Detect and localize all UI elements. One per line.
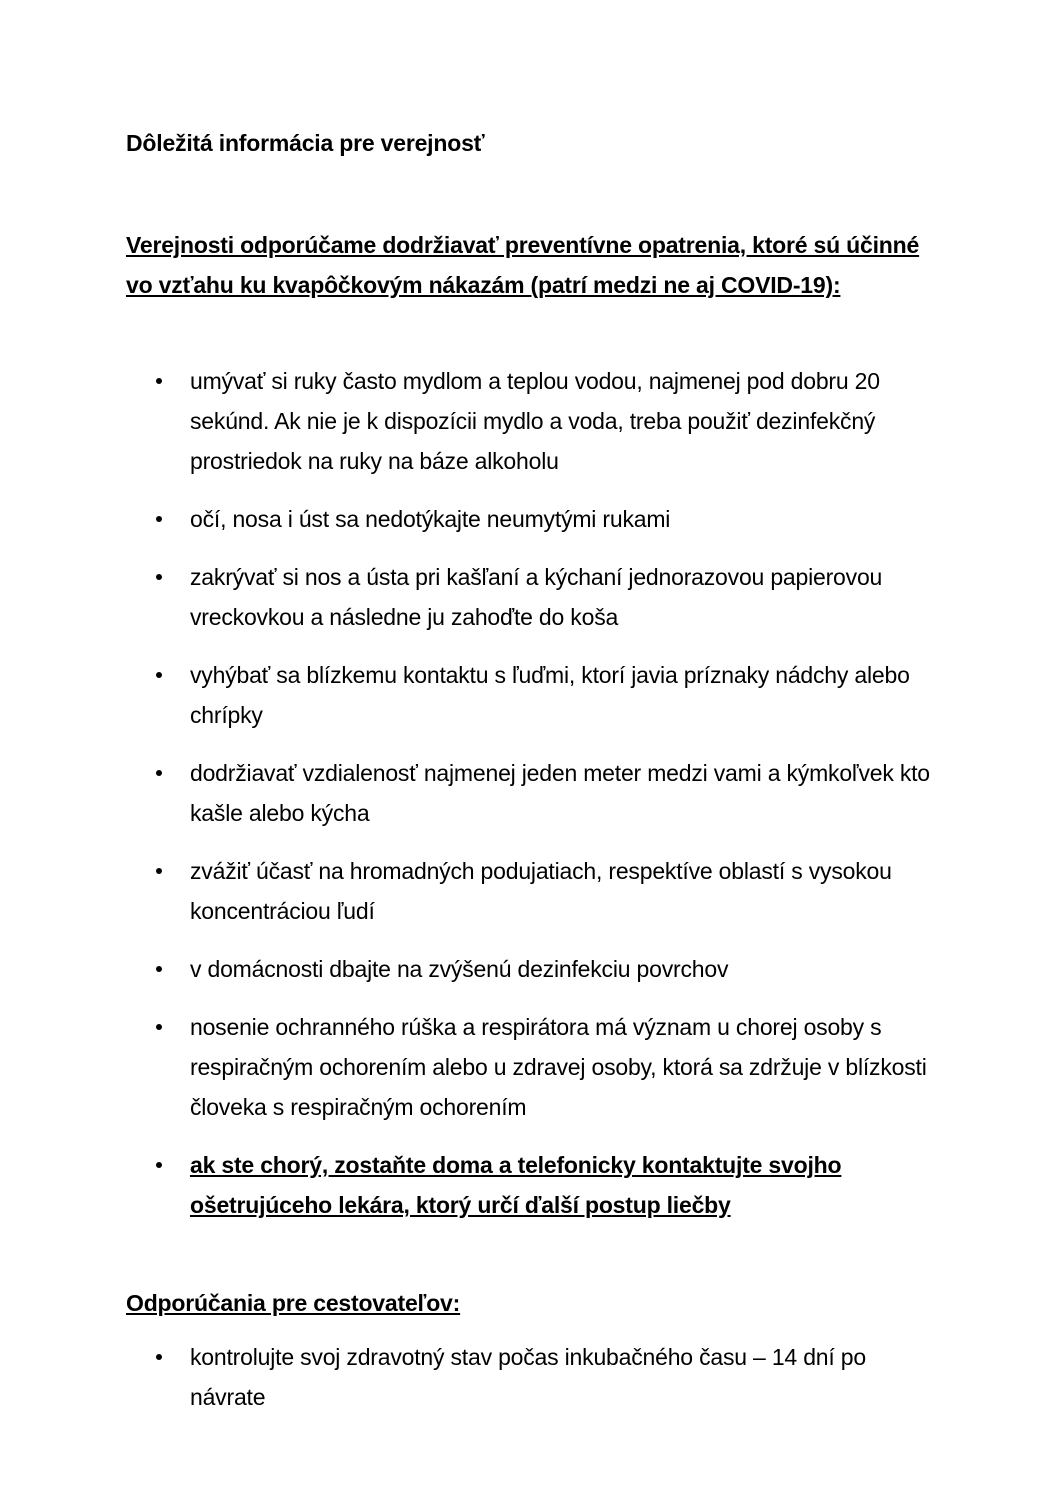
list-item	[126, 557, 946, 637]
list-item-text: zakrývať si nos a ústa pri kašľaní a kýchaní jednorazovou papierovou vreckovkou a následne ju zahoďte do koša	[190, 564, 883, 630]
preventive-measures-list	[126, 361, 946, 1243]
bullet-icon	[156, 516, 162, 522]
list-item-text: ak ste chorý, zostaňte doma a telefonicky kontaktujte svojho ošetrujúceho lekára, ktorý určí ďalší postup liečby	[190, 1152, 842, 1218]
list-item-text: kontrolujte svoj zdravotný stav počas inkubačného času – 14 dní po návrate	[190, 1344, 866, 1410]
traveler-recommendations-list	[126, 1337, 946, 1435]
list-item	[126, 753, 946, 833]
bullet-icon	[156, 770, 162, 776]
bullet-icon	[156, 1024, 162, 1030]
list-item	[126, 655, 946, 735]
section-heading-preventive-measures: Verejnosti odporúčame dodržiavať preventívne opatrenia, ktoré sú účinné vo vzťahu ku kvapôčkovým nákazám (patrí medzi ne aj COVID-19):	[126, 232, 920, 298]
list-item-emphasized	[126, 1145, 946, 1225]
bullet-icon	[156, 868, 162, 874]
list-item-text: zvážiť účasť na hromadných podujatiach, respektíve oblastí s vysokou koncentráciou ľudí	[190, 858, 892, 924]
list-item-text: v domácnosti dbajte na zvýšenú dezinfekciu povrchov	[190, 956, 729, 982]
list-item	[126, 499, 946, 539]
section-heading-travelers: Odporúčania pre cestovateľov:	[126, 1290, 461, 1316]
document-title: Dôležitá informácia pre verejnosť	[126, 130, 485, 156]
list-item	[126, 1337, 946, 1417]
bullet-icon	[156, 672, 162, 678]
bullet-icon	[156, 1162, 162, 1168]
list-item-text: nosenie ochranného rúška a respirátora má význam u chorej osoby s respiračným ochorením alebo u zdravej osoby, ktorá sa zdržuje v blízkosti človeka s respiračným ochorením	[190, 1014, 927, 1120]
list-item-text: očí, nosa i úst sa nedotýkajte neumytými rukami	[190, 506, 671, 532]
list-item	[126, 1007, 946, 1127]
bullet-icon	[156, 966, 162, 972]
list-item	[126, 361, 946, 481]
list-item-text: vyhýbať sa blízkemu kontaktu s ľuďmi, ktorí javia príznaky nádchy alebo chrípky	[190, 662, 910, 728]
bullet-icon	[156, 1354, 162, 1360]
list-item-text: umývať si ruky často mydlom a teplou vodou, najmenej pod dobru 20 sekúnd. Ak nie je k dispozícii mydlo a voda, treba použiť dezinfekčný prostriedok na ruky na báze alkoholu	[190, 368, 880, 474]
list-item	[126, 851, 946, 931]
list-item	[126, 949, 946, 989]
bullet-icon	[156, 574, 162, 580]
bullet-icon	[156, 378, 162, 384]
list-item-text: dodržiavať vzdialenosť najmenej jeden meter medzi vami a kýmkoľvek kto kašle alebo kýcha	[190, 760, 930, 826]
